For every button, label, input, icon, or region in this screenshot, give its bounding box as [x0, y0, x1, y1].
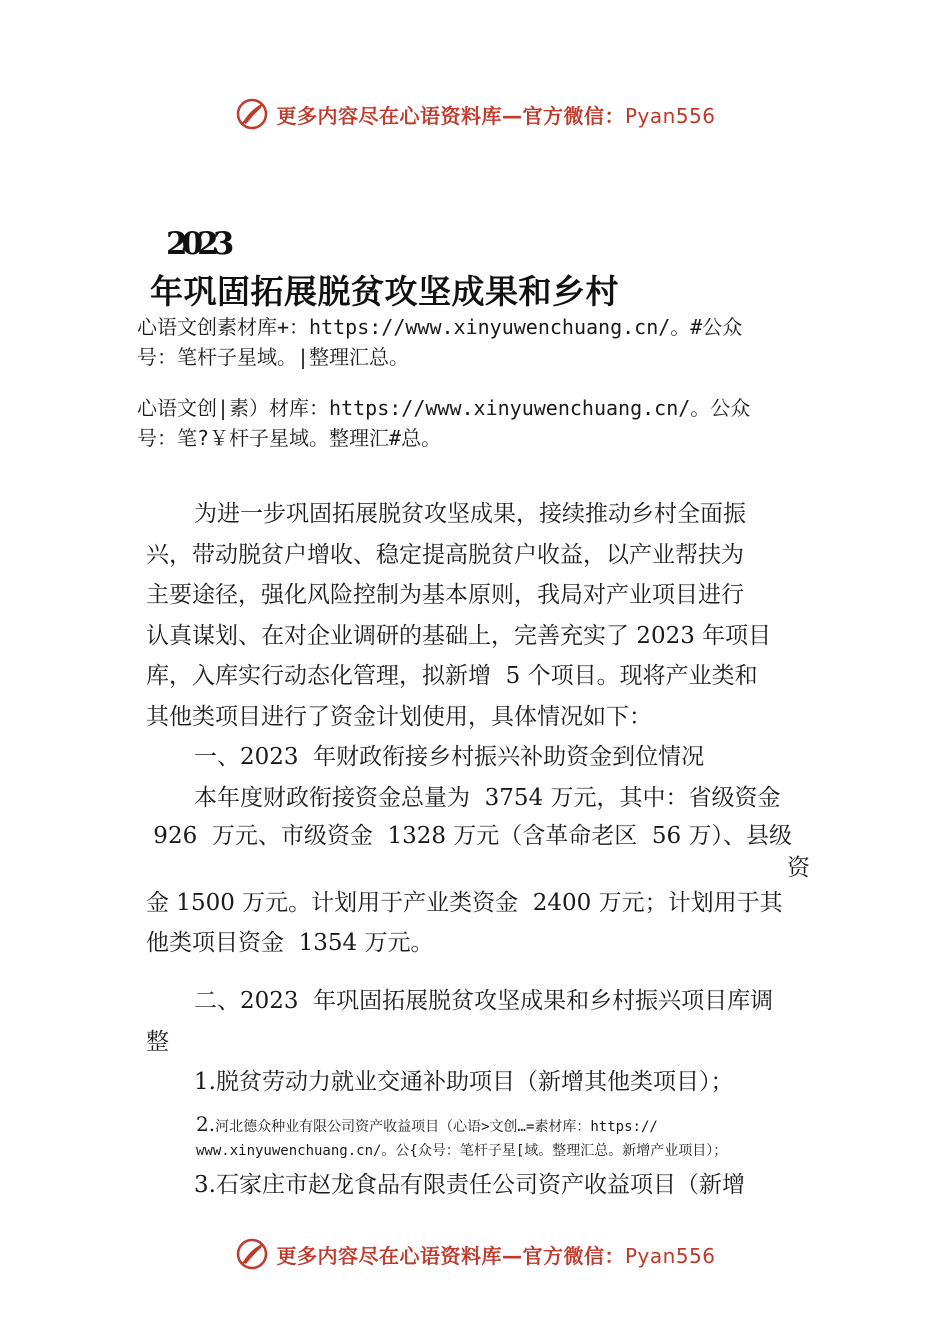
promo-block-2 — [137, 393, 857, 453]
body-line: 金 1500 万元。计划用于产业类资金 2400 万元；计划用于其 — [146, 889, 783, 916]
list-item: 3.石家庄市赵龙食品有限责任公司资产收益项目（新增 — [194, 1172, 745, 1198]
promo-line: 心语文创|素）材库：https://www.xinyuwenchuang.cn/。公众 — [137, 396, 751, 420]
promo-line: 号：笔?￥杆子星域。整理汇#总。 — [137, 426, 442, 450]
list-item-text: 河北德众种业有限公司资产收益项目（心语>文创…=素材库：https:// — [215, 1119, 658, 1135]
body-line: 926 万元、市级资金 1328 万元（含革命老区 56 万）、县级 — [146, 822, 792, 849]
brush-logo-icon — [234, 96, 270, 132]
intro-paragraph — [146, 494, 810, 778]
banner-wechat-id: Pyan556 — [624, 103, 716, 128]
body-line: 为进一步巩固拓展脱贫攻坚成果，接续推动乡村全面振 — [194, 501, 746, 527]
body-line: 主要途径，强化风险控制为基本原则，我局对产业项目进行 — [146, 582, 744, 608]
list-item-3-wrap — [146, 1165, 846, 1206]
promo-block-1 — [137, 312, 857, 372]
list-item: 1.脱贫劳动力就业交通补助项目（新增其他类项目）； — [194, 1069, 734, 1095]
section-2 — [146, 981, 846, 1103]
page-title: 年巩固拓展脱贫攻坚成果和乡村 — [150, 272, 619, 311]
banner-wechat-id: Pyan556 — [624, 1243, 716, 1268]
body-line: 其他类项目进行了资金计划使用，具体情况如下： — [146, 703, 652, 730]
banner-text — [276, 1240, 715, 1269]
promo-line: 心语文创素材库+：https://www.xinyuwenchuang.cn/。#公众 — [137, 315, 743, 339]
list-item-number: 2. — [196, 1112, 216, 1136]
body-line: 兴，带动脱贫户增收、稳定提高脱贫户收益，以产业帮扶为 — [146, 541, 744, 568]
footer-banner — [0, 1232, 950, 1276]
header-banner — [0, 92, 950, 136]
promo-line: 号：笔杆子星域。|整理汇总。 — [137, 345, 410, 369]
banner-text — [276, 100, 715, 129]
section-heading-2: 二、2023 年巩固拓展脱贫攻坚成果和乡村振兴项目库调 — [194, 988, 774, 1014]
list-item-text: www.xinyuwenchuang.cn/。公{众号：笔杆子星[域。整理汇总。新增产业项目）； — [196, 1143, 728, 1159]
section-heading-1: 一、2023 年财政衔接乡村振兴补助资金到位情况 — [194, 744, 705, 770]
body-line: 认真谋划、在对企业调研的基础上，完善充实了 2023 年项目 — [146, 622, 772, 649]
body-line: 本年度财政衔接资金总量为 3754 万元，其中：省级资金 — [194, 785, 781, 811]
banner-label: 更多内容尽在心语资料库—官方微信： — [276, 1243, 625, 1268]
body-line: 资 — [787, 854, 810, 881]
section-heading-2-cont: 整 — [146, 1028, 169, 1055]
brush-logo-icon — [234, 1236, 270, 1272]
body-line: 他类项目资金 1354 万元。 — [146, 930, 434, 956]
list-item-2 — [196, 1112, 727, 1163]
funds-paragraph — [146, 778, 810, 964]
body-line: 库，入库实行动态化管理，拟新增 5 个项目。现将产业类和 — [146, 663, 758, 689]
banner-label: 更多内容尽在心语资料库—官方微信： — [276, 103, 625, 128]
title-year: 2023 — [166, 226, 229, 262]
